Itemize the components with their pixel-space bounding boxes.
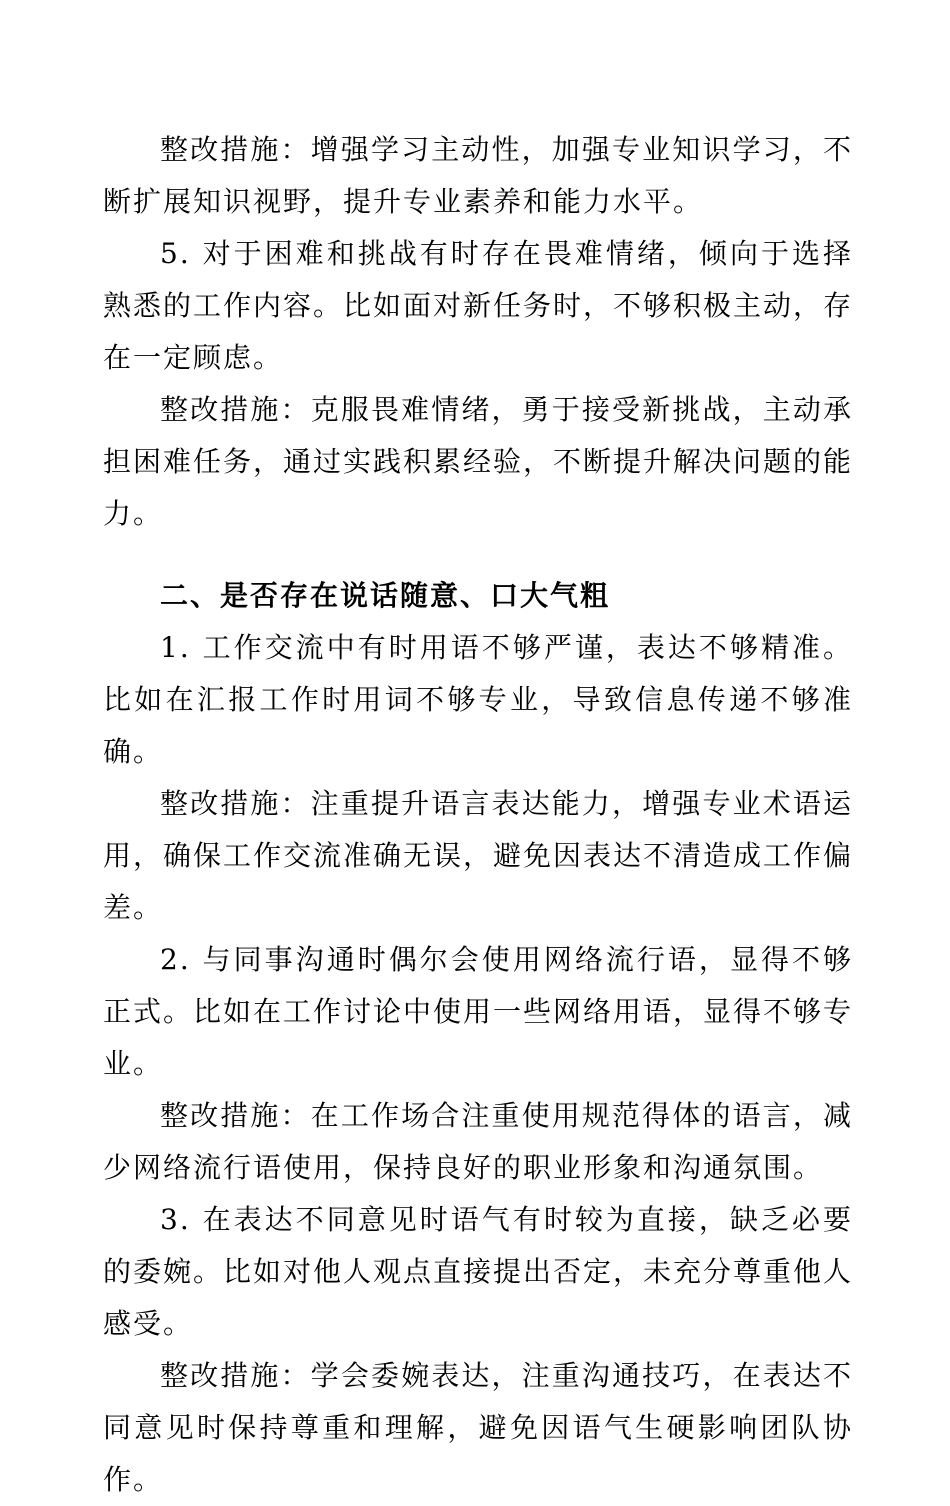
paragraph: 整改措施：学会委婉表达，注重沟通技巧，在表达不同意见时保持尊重和理解，避免因语气生硬影响团队协作。 (103, 1359, 853, 1496)
paragraph: 5. 对于困难和挑战有时存在畏难情绪，倾向于选择熟悉的工作内容。比如面对新任务时，不够积极主动，存在一定顾虑。 (103, 237, 854, 374)
paragraph: 2. 与同事沟通时偶尔会使用网络流行语，显得不够正式。比如在工作讨论中使用一些网络用语，显得不够专业。 (103, 943, 854, 1080)
paragraph: 整改措施：在工作场合注重使用规范得体的语言，减少网络流行语使用，保持良好的职业形象和沟通氛围。 (103, 1099, 853, 1184)
document-body (103, 124, 853, 1506)
paragraph: 整改措施：克服畏难情绪，勇于接受新挑战，主动承担困难任务，通过实践积累经验，不断提升解决问题的能力。 (103, 393, 854, 530)
section-heading: 二、是否存在说话随意、口大气粗 (160, 579, 611, 612)
paragraph: 整改措施：注重提升语言表达能力，增强专业术语运用，确保工作交流准确无误，避免因表达不清造成工作偏差。 (103, 787, 854, 924)
paragraph: 整改措施：增强学习主动性，加强专业知识学习，不断扩展知识视野，提升专业素养和能力水平。 (103, 133, 853, 218)
paragraph: 3. 在表达不同意见时语气有时较为直接，缺乏必要的委婉。比如对他人观点直接提出否定，未充分尊重他人感受。 (103, 1203, 854, 1340)
paragraph: 1. 工作交流中有时用语不够严谨，表达不够精准。比如在汇报工作时用词不够专业，导致信息传递不够准确。 (103, 631, 853, 768)
